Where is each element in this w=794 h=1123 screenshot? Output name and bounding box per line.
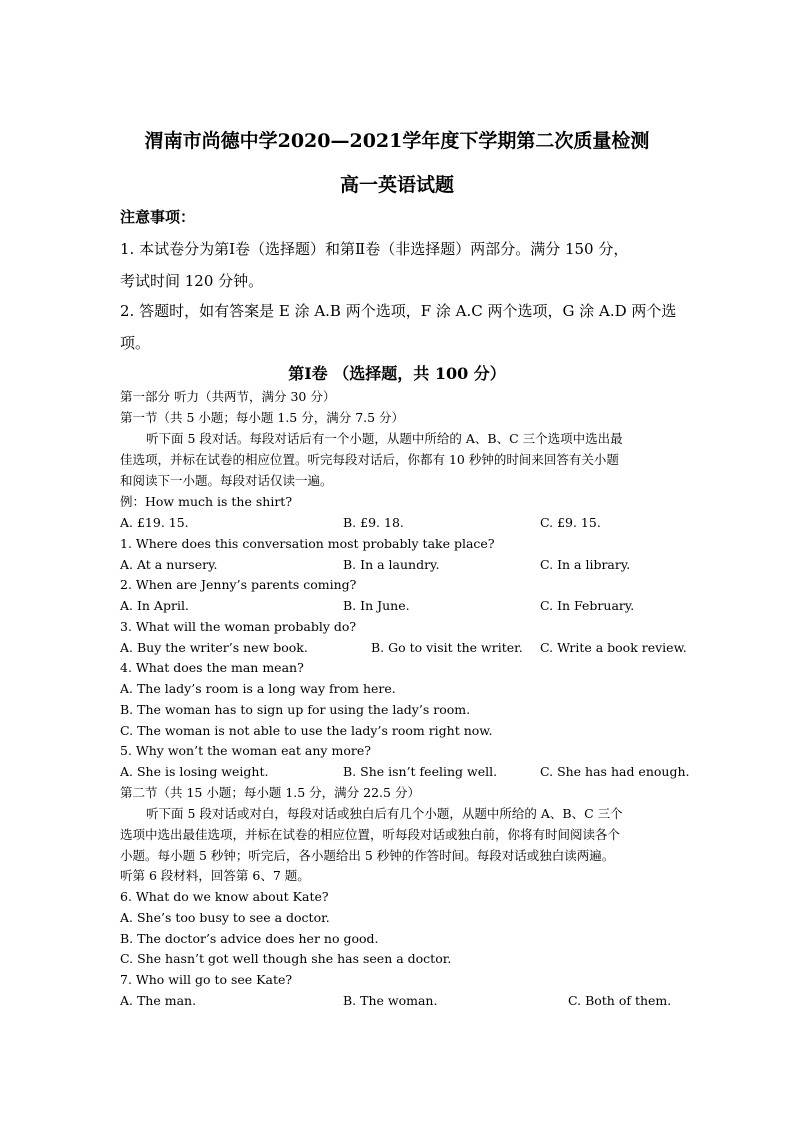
option-b: B. In June. — [343, 598, 410, 613]
option-a: A. In April. — [120, 598, 189, 613]
option-a: A. She’s too busy to see a doctor. — [120, 910, 330, 925]
option-c: C. She hasn’t got well though she has seen a doctor. — [120, 951, 452, 966]
option-b: B. In a laundry. — [343, 557, 440, 572]
instruction-line: 和阅读下一小题。每段对话仅读一遍。 — [120, 473, 333, 488]
option-c: C. In a library. — [540, 557, 631, 572]
material-heading: 听第 6 段材料，回答第 6、7 题。 — [120, 868, 310, 883]
instruction-line: 选项中选出最佳选项，并标在试卷的相应位置，听每段对话或独白前，你将有时间阅读各个 — [120, 827, 621, 842]
question-1-options — [120, 557, 680, 573]
question-7: 7. Who will go to see Kate? — [120, 972, 293, 987]
example-question: 例：How much is the shirt? — [120, 494, 293, 509]
option-a: A. At a nursery. — [120, 557, 218, 572]
question-5-options — [120, 764, 690, 780]
question-2-options — [120, 598, 680, 614]
option-c: C. In February. — [540, 598, 635, 613]
note-1-line-1: 1. 本试卷分为第Ⅰ卷（选择题）和第Ⅱ卷（非选择题）两部分。满分 150 分， — [120, 240, 629, 258]
instruction-line: 听下面 5 段对话或对白，每段对话或独白后有几个小题，从题中所给的 A、B、C 三个 — [146, 806, 623, 821]
question-3-options — [120, 640, 687, 656]
exam-title: 渭南市尚德中学2020—2021学年度下学期第二次质量检测 — [144, 130, 650, 152]
option-c: C. The woman is not able to use the lady’s room right now. — [120, 723, 493, 738]
option-c: C. Write a book review. — [540, 640, 687, 655]
notes-heading: 注意事项： — [120, 208, 196, 226]
section-title: 第Ⅰ卷 （选择题，共 100 分） — [288, 364, 506, 383]
question-3: 3. What will the woman probably do? — [120, 619, 357, 634]
instruction-line: 小题。每小题 5 秒钟；听完后，各小题给出 5 秒钟的作答时间。每段对话或独白读两遍。 — [120, 848, 615, 863]
option-b: B. She isn’t feeling well. — [343, 764, 498, 779]
option-a: A. The man. — [120, 993, 197, 1008]
question-6: 6. What do we know about Kate? — [120, 889, 329, 904]
option-c: C. £9. 15. — [540, 515, 601, 530]
option-a: A. £19. 15. — [120, 515, 189, 530]
subsection-heading: 第一节（共 5 小题；每小题 1.5 分，满分 7.5 分） — [120, 410, 405, 425]
option-b: B. The woman has to sign up for using the lady’s room. — [120, 702, 471, 717]
note-2-line-2: 项。 — [120, 334, 151, 352]
option-c: C. She has had enough. — [540, 764, 690, 779]
option-a: A. The lady’s room is a long way from here. — [120, 681, 396, 696]
question-2: 2. When are Jenny’s parents coming? — [120, 577, 357, 592]
part-heading: 第一部分 听力（共两节，满分 30 分） — [120, 389, 336, 404]
option-a: A. She is losing weight. — [120, 764, 269, 779]
note-1-line-2: 考试时间 120 分钟。 — [120, 272, 264, 290]
example-options — [120, 515, 680, 531]
exam-subtitle: 高一英语试题 — [339, 174, 454, 196]
question-1: 1. Where does this conversation most probably take place? — [120, 536, 495, 551]
option-b: B. The woman. — [343, 993, 438, 1008]
instruction-line: 佳选项，并标在试卷的相应位置。听完每段对话后，你都有 10 秒钟的时间来回答有关小题 — [120, 452, 619, 467]
option-b: B. Go to visit the writer. — [371, 640, 523, 655]
option-a: A. Buy the writer’s new book. — [120, 640, 308, 655]
question-7-options — [120, 993, 680, 1009]
option-b: B. £9. 18. — [343, 515, 404, 530]
instruction-line: 听下面 5 段对话。每段对话后有一个小题，从题中所给的 A、B、C 三个选项中选出最 — [146, 431, 623, 446]
option-b: B. The doctor’s advice does her no good. — [120, 931, 379, 946]
question-5: 5. Why won’t the woman eat any more? — [120, 743, 371, 758]
option-c: C. Both of them. — [568, 993, 672, 1008]
subsection-heading: 第二节（共 15 小题；每小题 1.5 分，满分 22.5 分） — [120, 785, 420, 800]
note-2-line-1: 2. 答题时，如有答案是 E 涂 A.B 两个选项，F 涂 A.C 两个选项，G 涂 A.D 两个选 — [120, 302, 677, 320]
question-4: 4. What does the man mean? — [120, 660, 304, 675]
